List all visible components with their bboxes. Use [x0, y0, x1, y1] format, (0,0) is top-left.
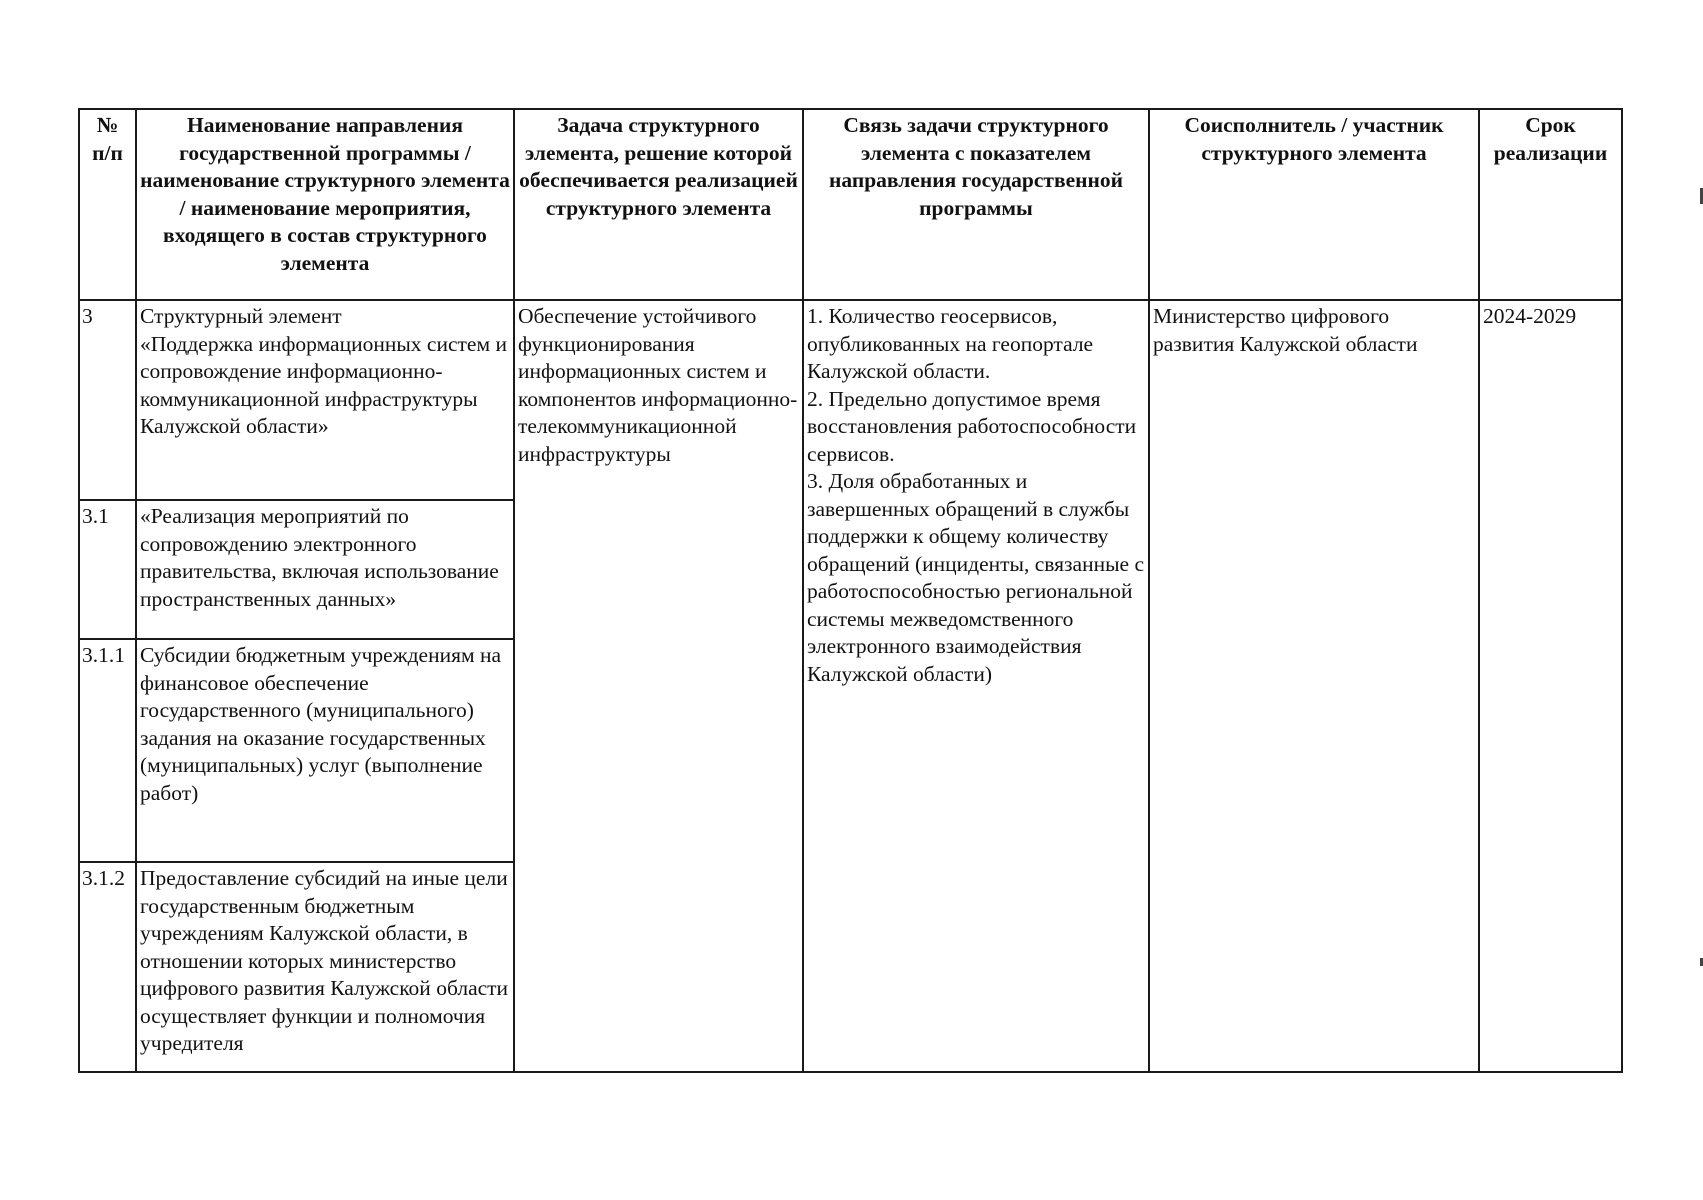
- row-name: Структурный элемент «Поддержка информационных систем и сопровождение информационно- коммуникационной инфраструктуры Калужской области»: [136, 300, 514, 500]
- row-name: «Реализация мероприятий по сопровождению электронного правительства, включая использование пространственных данных»: [136, 500, 514, 639]
- row-number: 3.1.2: [79, 862, 136, 1072]
- table-header-row: [79, 109, 1622, 300]
- header-task: Задача структурного элемента, решение которой обеспечивается реализацией структурного элемента: [514, 109, 803, 300]
- table-row: [79, 300, 1622, 500]
- row-number: 3: [79, 300, 136, 500]
- header-period: Срок реализации: [1479, 109, 1622, 300]
- row-number: 3.1.1: [79, 639, 136, 862]
- row-number: 3.1: [79, 500, 136, 639]
- header-element-name: Наименование направления государственной программы / наименование структурного элемента / наименование мероприятия, входящего в состав структурного элемента: [136, 109, 514, 300]
- row-name: Предоставление субсидий на иные цели государственным бюджетным учреждениям Калужской области, в отношении которых министерство цифрового развития Калужской области осуществляет функции и полномочия учредителя: [136, 862, 514, 1072]
- header-executor: Соисполнитель / участник структурного элемента: [1149, 109, 1479, 300]
- executor-cell: Министерство цифрового развития Калужской области: [1149, 300, 1479, 1072]
- period-cell: 2024-2029: [1479, 300, 1622, 1072]
- header-indicator-link: Связь задачи структурного элемента с показателем направления государственной программы: [803, 109, 1149, 300]
- program-table: [78, 108, 1623, 1073]
- row-name: Субсидии бюджетным учреждениям на финансовое обеспечение государственного (муниципального) задания на оказание государственных (муниципальных) услуг (выполнение работ): [136, 639, 514, 862]
- task-cell: Обеспечение устойчивого функционирования информационных систем и компонентов информационно- телекоммуникационной инфраструктуры: [514, 300, 803, 1072]
- header-number: № п/п: [79, 109, 136, 300]
- indicators-cell: 1. Количество геосервисов, опубликованных на геопортале Калужской области. 2. Предельно допустимое время восстановления работоспособности сервисов. 3. Доля обработанных и завершенных обращений в службы поддержки к общему количеству обращений (инциденты, связанные с работоспособностью региональной системы межведомственного электронного взаимодействия Калужской области): [803, 300, 1149, 1072]
